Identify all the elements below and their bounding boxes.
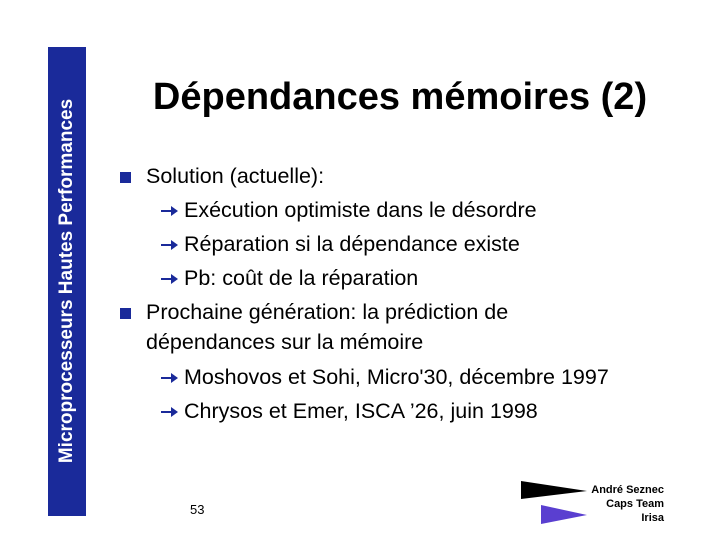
bullet-1-sub-3: Pb: coût de la réparation [184,266,419,290]
bullet-2-line-2: dépendances sur la mémoire [146,330,424,354]
arrow-right-icon [158,401,180,423]
arrow-right-icon [158,200,180,222]
team-name: Caps Team [606,498,664,510]
page-number: 53 [190,502,205,517]
slide-title: Dépendances mémoires (2) [152,76,648,118]
bullet-2-sub-2: Chrysos et Emer, ISCA ’26, juin 1998 [184,399,538,423]
arrow-right-icon [158,234,180,256]
caps-team-logo [519,478,589,526]
bullet-1-sub-2: Réparation si la dépendance existe [184,232,520,256]
bullet-1-text: Solution (actuelle): [146,164,325,188]
square-bullet-icon [120,308,131,319]
bullet-2-line-1: Prochaine génération: la prédiction de [146,300,509,324]
author-credits [591,483,664,525]
bullet-2-sub-1: Moshovos et Sohi, Micro'30, décembre 1997 [184,365,609,389]
arrow-right-icon [158,367,180,389]
square-bullet-icon [120,172,131,183]
institution-name: Irisa [641,512,664,524]
sidebar-title: Microprocesseurs Hautes Performances [56,98,77,464]
author-name: André Seznec [591,484,664,496]
arrow-right-icon [158,268,180,290]
bullet-1-sub-1: Exécution optimiste dans le désordre [184,198,537,222]
